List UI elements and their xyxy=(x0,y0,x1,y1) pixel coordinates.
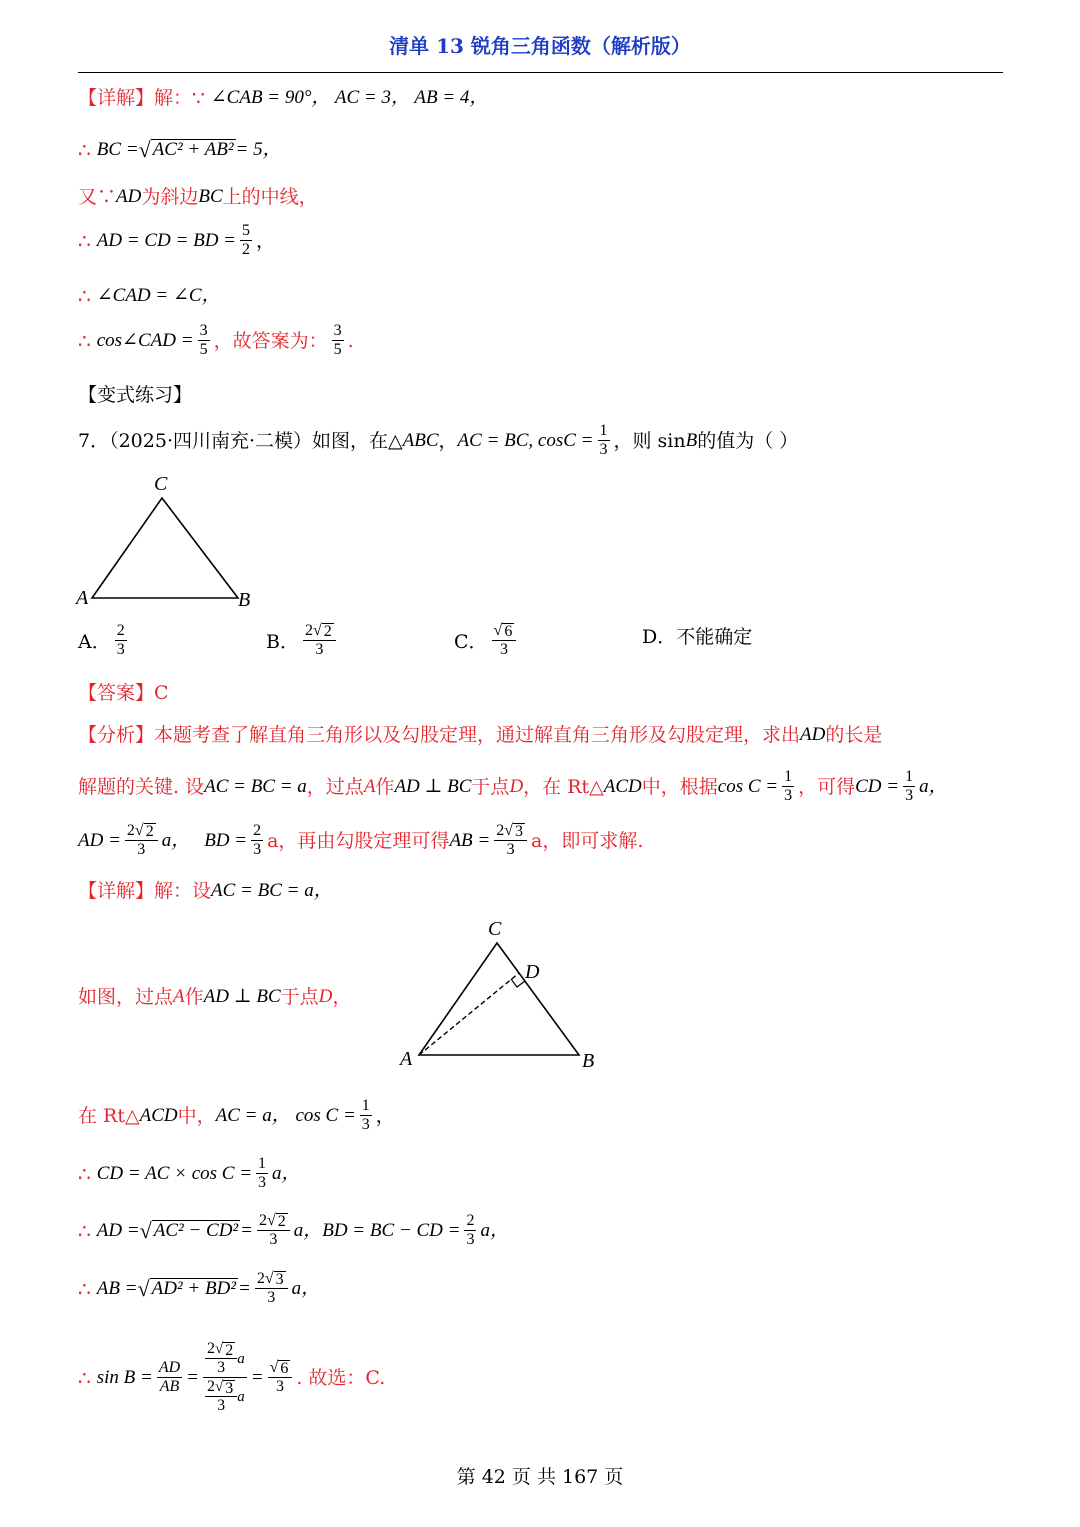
math: ABC xyxy=(402,429,439,451)
option-label: D． xyxy=(642,626,677,648)
math: AC = BC = a xyxy=(204,775,307,797)
because-icon: ∵ xyxy=(192,86,205,110)
math-lhs: cos∠CAD = xyxy=(96,329,194,351)
math: a， xyxy=(480,1219,509,1241)
sqrt-expression: √ AD² + BD² xyxy=(137,1275,236,1301)
radicand: 2 xyxy=(145,823,154,840)
text: 上的中线， xyxy=(222,186,318,208)
detail-tag: 【详解】解：设 xyxy=(78,880,212,902)
radicand: 3 xyxy=(225,1380,234,1397)
math: AC = BC, cosC = xyxy=(457,429,594,451)
text: ，在 Rt△ xyxy=(523,775,604,798)
option-b[interactable] xyxy=(266,622,340,659)
punct: ， xyxy=(256,229,276,252)
denominator: 3 xyxy=(905,787,914,804)
denominator: 3 xyxy=(217,1397,226,1414)
q7-triangle-figure xyxy=(70,470,270,615)
fraction xyxy=(157,1359,182,1396)
analysis-line-2 xyxy=(78,768,948,805)
text: ， xyxy=(332,986,352,1008)
detail-line-3 xyxy=(78,1155,301,1192)
answer-line xyxy=(78,681,169,705)
given-math: ∠CAB = 90°， AC = 3， AB = 4， xyxy=(210,87,489,108)
numerator: 5 xyxy=(242,222,250,239)
math: a xyxy=(237,1350,245,1367)
radicand: 2 xyxy=(277,1213,286,1230)
fraction xyxy=(492,622,517,659)
numerator: 1 xyxy=(784,768,793,785)
radicand: 3 xyxy=(275,1271,284,1288)
numerator: 1 xyxy=(905,768,914,785)
therefore-icon: ∴ xyxy=(78,138,91,162)
math: a， xyxy=(919,775,948,797)
denominator: 3 xyxy=(506,841,515,858)
sqrt: √ 3 xyxy=(504,822,524,840)
numerator: AD xyxy=(158,1359,181,1376)
denominator: 3 xyxy=(784,787,793,804)
option-label: A． xyxy=(78,631,111,653)
numerator: 3 xyxy=(199,322,208,339)
denominator: 3 xyxy=(315,641,324,658)
math: ACD xyxy=(603,775,642,797)
text: 如图，过点 xyxy=(78,986,174,1008)
coef: 2 xyxy=(496,822,505,839)
denominator: 2 xyxy=(242,241,250,258)
denominator: 3 xyxy=(253,841,262,858)
denominator: 3 xyxy=(137,841,146,858)
analysis-line-1 xyxy=(78,723,882,747)
text: a，即可求解. xyxy=(531,829,644,852)
radicand: 6 xyxy=(280,1360,289,1377)
math: AB = xyxy=(96,1277,138,1299)
prev-line-3 xyxy=(78,185,318,209)
math: = xyxy=(186,1366,199,1388)
radicand: 3 xyxy=(515,823,524,840)
coef: 2 xyxy=(304,622,313,639)
math: AC = a， cos C = xyxy=(215,1104,356,1126)
punct: . xyxy=(347,329,354,352)
math-angle-eq: ∠CAD = ∠C， xyxy=(96,285,221,306)
denominator: AB xyxy=(159,1378,180,1395)
math: A xyxy=(363,775,376,797)
coef: 2 xyxy=(258,1212,267,1229)
math: CD = AC × cos C = xyxy=(96,1162,253,1184)
math: AD ⊥ BC xyxy=(394,775,472,797)
numerator: 1 xyxy=(361,1097,370,1114)
sqrt: √ 6 xyxy=(269,1359,289,1377)
detail-line-4 xyxy=(78,1212,509,1249)
bc-rhs: = 5， xyxy=(235,139,282,160)
vertex-label-a: A xyxy=(400,1048,413,1070)
fraction xyxy=(360,1097,372,1134)
fraction xyxy=(240,222,252,259)
text: 为斜边 xyxy=(141,186,199,208)
math: a， xyxy=(272,1162,301,1184)
denominator: 5 xyxy=(333,341,342,358)
sqrt-expression: √ AC² − CD² xyxy=(139,1217,239,1243)
fraction xyxy=(257,1212,290,1249)
text: ， xyxy=(438,429,458,452)
text: 解题的关键. 设 xyxy=(78,775,205,798)
math: A xyxy=(173,986,185,1007)
text: 中， xyxy=(177,1104,216,1127)
radicand: 6 xyxy=(504,623,513,640)
page-header-title: 清单 13 锐角三角函数（解析版） xyxy=(389,34,691,58)
answer-tag: 【答案】 xyxy=(78,682,155,704)
text: 作 xyxy=(375,775,395,798)
sqrt: √ 6 xyxy=(493,622,513,640)
answer-value: C xyxy=(154,682,169,704)
detail-line-6 xyxy=(78,1340,385,1415)
option-c[interactable] xyxy=(454,622,520,659)
text: 的值为（ ） xyxy=(697,429,799,452)
denominator: 5 xyxy=(199,341,208,358)
numerator: 2 xyxy=(116,622,125,639)
fraction xyxy=(903,768,915,805)
numerator: 1 xyxy=(258,1155,267,1172)
radicand: 2 xyxy=(225,1342,234,1359)
math: cos C = xyxy=(717,775,779,797)
sqrt: √ 3 xyxy=(215,1379,234,1397)
numerator xyxy=(268,1359,293,1378)
inner-fraction xyxy=(205,1378,237,1415)
prev-line-1 xyxy=(78,86,488,110)
math-ad: AD xyxy=(116,186,142,207)
fraction xyxy=(125,822,158,859)
fraction xyxy=(332,322,344,359)
math: = xyxy=(237,1277,251,1299)
denominator: 3 xyxy=(267,1289,276,1306)
fraction xyxy=(251,822,263,859)
text: 在 Rt△ xyxy=(78,1104,140,1127)
option-text: 不能确定 xyxy=(676,626,753,648)
math: AD xyxy=(800,724,826,745)
math: BD = BC − CD = xyxy=(322,1219,461,1241)
vertex-label-b: B xyxy=(582,1050,595,1072)
coef: 2 xyxy=(207,1378,215,1395)
math: D xyxy=(318,986,333,1007)
vertex-label-c: C xyxy=(154,473,168,495)
option-a[interactable] xyxy=(78,622,131,659)
sqrt-expression: √ AC² + AB² xyxy=(138,137,234,162)
text: ，则 sin xyxy=(613,429,686,452)
math: a， xyxy=(293,1219,323,1241)
option-d[interactable] xyxy=(642,622,752,649)
compound-fraction xyxy=(203,1340,247,1415)
fraction xyxy=(494,822,527,859)
detail-tag: 【详解】解： xyxy=(78,87,193,109)
fraction xyxy=(782,768,794,805)
numerator xyxy=(494,822,527,841)
denominator: 3 xyxy=(116,641,125,658)
answer-text: ，故答案为： xyxy=(213,329,328,352)
radicand: AD² + BD² xyxy=(151,1277,236,1299)
text: 于点 xyxy=(280,986,319,1008)
fraction xyxy=(198,322,210,359)
detail-figure-text xyxy=(78,985,351,1009)
math-lhs: AD = CD = BD = xyxy=(96,229,236,251)
math: AD = xyxy=(96,1219,140,1241)
denominator: 3 xyxy=(275,1378,284,1395)
sqrt: √ 2 xyxy=(215,1341,234,1359)
numerator xyxy=(492,622,517,641)
text: 本题考查了解直角三角形以及勾股定理，通过解直角三角形及勾股定理，求出 xyxy=(154,724,801,746)
numerator xyxy=(205,1340,237,1359)
numerator: 2 xyxy=(466,1212,475,1229)
sqrt: √ 2 xyxy=(134,822,154,840)
vertex-label-c: C xyxy=(488,918,502,940)
math: BD = xyxy=(204,829,248,851)
fraction xyxy=(115,622,127,659)
math: ACD xyxy=(139,1104,178,1126)
numerator xyxy=(303,622,336,641)
denominator xyxy=(203,1378,247,1415)
triangle-abc xyxy=(419,943,579,1055)
therefore-icon: ∴ xyxy=(78,1161,91,1186)
math: AD = xyxy=(78,829,121,851)
numerator xyxy=(257,1212,290,1231)
math: a， xyxy=(291,1277,321,1299)
sqrt: √ 2 xyxy=(312,622,332,640)
radicand: AC² − CD² xyxy=(153,1219,239,1241)
bc-lhs: BC = xyxy=(96,139,139,160)
sqrt-radicand: AC² + AB² xyxy=(152,139,234,160)
denominator: 3 xyxy=(466,1231,475,1248)
prev-line-4 xyxy=(78,222,275,259)
conclusion-text: . 故选：C. xyxy=(296,1366,386,1389)
header-divider xyxy=(78,72,1003,73)
therefore-icon: ∴ xyxy=(78,1276,91,1301)
text: a，再由勾股定理可得 xyxy=(267,829,450,852)
option-label: B． xyxy=(266,631,299,653)
text: 又∵ xyxy=(78,186,117,208)
denominator: 3 xyxy=(599,441,608,458)
right-angle-mark xyxy=(511,979,525,987)
detail-line-5 xyxy=(78,1270,320,1307)
altitude-ad xyxy=(419,973,519,1055)
coef: 2 xyxy=(126,822,135,839)
therefore-icon: ∴ xyxy=(78,1365,91,1390)
text: 中，根据 xyxy=(641,775,718,798)
analysis-tag: 【分析】 xyxy=(78,724,155,746)
numerator: 1 xyxy=(599,422,608,439)
numerator: 2 xyxy=(253,822,262,839)
sqrt: √ 2 xyxy=(266,1212,286,1230)
coef: 2 xyxy=(256,1270,265,1287)
vertex-label-a: A xyxy=(76,587,89,609)
math: a， xyxy=(161,829,191,851)
therefore-icon: ∴ xyxy=(78,228,91,253)
fraction xyxy=(598,422,610,459)
page-footer: 第 42 页 共 167 页 xyxy=(456,1466,624,1488)
therefore-icon: ∴ xyxy=(78,1218,91,1243)
therefore-icon: ∴ xyxy=(78,284,91,308)
point-label-d: D xyxy=(525,961,540,983)
numerator xyxy=(203,1340,247,1378)
text: ，过点 xyxy=(306,775,364,798)
math: AC = BC = a， xyxy=(211,880,333,901)
radicand: 2 xyxy=(323,623,332,640)
math: sin B = xyxy=(96,1366,153,1388)
math: = xyxy=(240,1219,253,1241)
coef: 2 xyxy=(207,1340,215,1357)
analysis-line-3 xyxy=(78,822,643,859)
denominator: 3 xyxy=(217,1359,226,1376)
math-bc: BC xyxy=(198,186,223,207)
fraction xyxy=(268,1359,293,1396)
fraction xyxy=(255,1270,288,1307)
numerator xyxy=(255,1270,288,1289)
text: 7．（2025·四川南充·二模）如图，在△ xyxy=(78,429,403,452)
option-label: C． xyxy=(454,631,488,653)
triangle-abc xyxy=(92,498,238,598)
therefore-icon: ∴ xyxy=(78,328,91,353)
denominator: 3 xyxy=(499,641,508,658)
detail-line-1 xyxy=(78,879,333,903)
numerator: 3 xyxy=(333,322,342,339)
sqrt: √ 3 xyxy=(264,1270,284,1288)
math: CD = xyxy=(855,775,900,797)
math: B xyxy=(685,429,698,451)
fraction xyxy=(256,1155,268,1192)
numerator xyxy=(205,1378,237,1397)
prev-line-2 xyxy=(78,138,282,162)
fraction xyxy=(303,622,336,659)
math: AB = xyxy=(449,829,491,851)
denominator: 3 xyxy=(361,1116,370,1133)
punct: ， xyxy=(375,1104,395,1127)
math: AD ⊥ BC xyxy=(203,986,281,1007)
inner-fraction xyxy=(205,1340,237,1377)
numerator xyxy=(125,822,158,841)
text: 于点 xyxy=(471,775,510,798)
variant-heading: 【变式练习】 xyxy=(78,384,193,406)
math: = xyxy=(250,1366,264,1388)
fraction xyxy=(464,1212,476,1249)
detail-triangle-figure xyxy=(395,915,615,1075)
vertex-label-b: B xyxy=(238,589,251,611)
math: a xyxy=(237,1388,245,1405)
math: D xyxy=(509,775,524,797)
q7-stem xyxy=(78,422,798,459)
detail-line-2 xyxy=(78,1097,395,1134)
denominator: 3 xyxy=(258,1174,267,1191)
text: 的长是 xyxy=(825,724,883,746)
prev-line-5 xyxy=(78,284,221,308)
text: ，可得 xyxy=(798,775,856,798)
prev-line-6 xyxy=(78,322,354,359)
text: 作 xyxy=(184,986,204,1008)
denominator: 3 xyxy=(269,1231,278,1248)
